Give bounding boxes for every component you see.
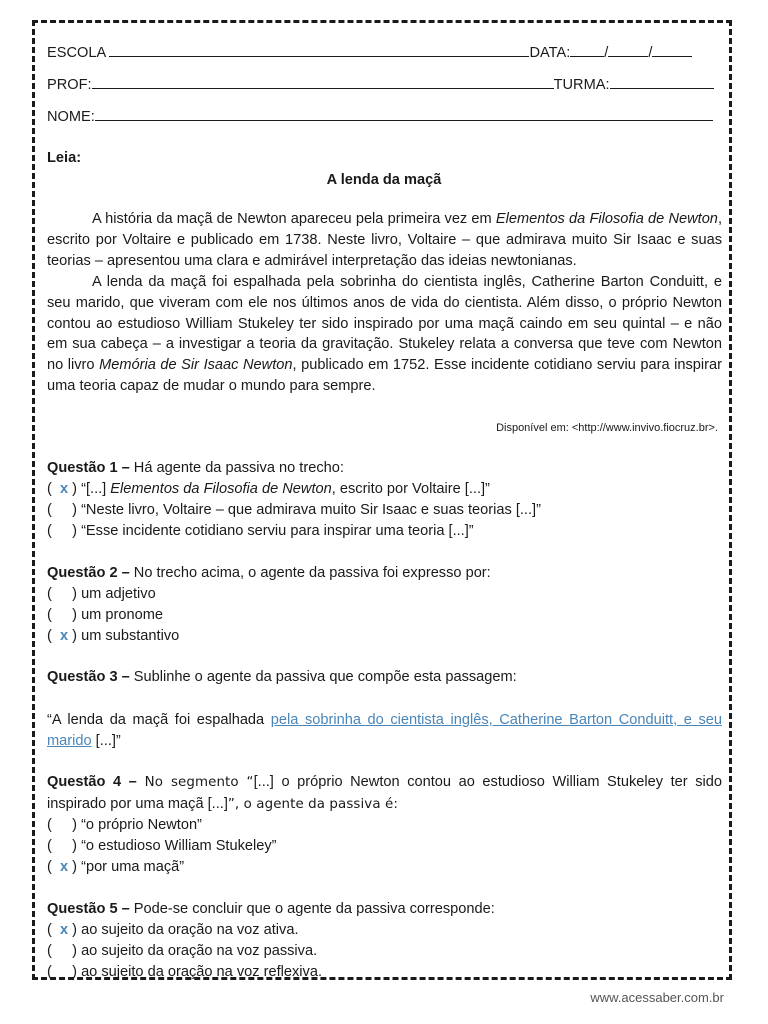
read-label: Leia: (47, 150, 82, 166)
answer-mark: x (59, 481, 69, 497)
date-separator: / (648, 45, 653, 61)
paragraph-1: A história da maçã de Newton apareceu pela primeira vez em Elementos da Filosofia de Newton, escrito por Voltaire e publicado em 1738. Neste livro, Voltaire – que admirava muito Sir Isaac e suas teorias – apresentou uma clara e admirável interpretação das ideias newtonianas. (47, 211, 722, 269)
q4-option-3[interactable]: ( x ) “por uma maçã” (47, 859, 185, 875)
book-title: Elementos da Filosofia de Newton (495, 211, 718, 227)
date-month-field[interactable] (608, 42, 648, 57)
q3-quote: “A lenda da maçã foi espalhada pela sobrinha do cientista inglês, Catherine Barton Conduitt, e seu marido [...]” (47, 712, 722, 749)
q4-option-1[interactable]: ( ) “o próprio Newton” (47, 817, 202, 833)
q1-option-3[interactable]: ( ) “Esse incidente cotidiano serviu para inspirar uma teoria [...]” (47, 523, 474, 539)
prof-field[interactable] (92, 74, 554, 89)
q5-option-3[interactable]: ( ) ao sujeito da oração na voz reflexiva. (47, 964, 323, 980)
question-3: Questão 3 – Sublinhe o agente da passiva que compõe esta passagem: (47, 669, 517, 685)
source-citation: Disponível em: <http://www.invivo.fiocruz.br>. (496, 422, 718, 434)
footer-website: www.acessaber.com.br (590, 990, 724, 1005)
paragraph-2: A lenda da maçã foi espalhada pela sobrinha do cientista inglês, Catherine Barton Conduitt, e seu marido, que viveram com ele nos últimos anos de vida do cientista. Além disso, o próprio Newton contou ao estudioso William Stukeley ter sido inspirado por uma maçã caindo em seu quintal – e não em sua cabeça – a investigar a teoria da gravitação. Stukeley relata a conversa que teve com Newton no livro Memória de Sir Isaac Newton, publicado em 1752. Esse incidente cotidiano serviu para inspirar uma teoria capaz de mudar o mundo para sempre. (47, 274, 722, 394)
question-2: Questão 2 – No trecho acima, o agente da passiva foi expresso por: (47, 565, 491, 581)
date-separator: / (604, 45, 609, 61)
q5-option-2[interactable]: ( ) ao sujeito da oração na voz passiva. (47, 943, 318, 959)
question-5: Questão 5 – Pode-se concluir que o agente da passiva corresponde: (47, 901, 495, 917)
answer-mark: x (59, 859, 69, 875)
q2-option-2[interactable]: ( ) um pronome (47, 607, 163, 623)
q4-option-2[interactable]: ( ) “o estudioso William Stukeley” (47, 838, 277, 854)
prof-label: PROF: (47, 77, 92, 93)
name-row (47, 106, 713, 127)
class-field[interactable] (610, 74, 714, 89)
q2-option-1[interactable]: ( ) um adjetivo (47, 586, 156, 602)
name-label: NOME: (47, 109, 95, 125)
name-field[interactable] (95, 106, 713, 121)
q1-option-2[interactable]: ( ) “Neste livro, Voltaire – que admirava muito Sir Isaac e suas teorias [...]” (47, 502, 541, 518)
q1-option-1[interactable]: ( x ) “[...] Elementos da Filosofia de Newton, escrito por Voltaire [...]” (47, 481, 490, 497)
q5-option-1[interactable]: ( x ) ao sujeito da oração na voz ativa. (47, 922, 299, 938)
book-title: Memória de Sir Isaac Newton (99, 357, 293, 374)
date-day-field[interactable] (570, 42, 604, 57)
class-label: TURMA: (553, 77, 610, 93)
answer-mark: x (59, 922, 69, 938)
answer-mark: x (59, 628, 69, 644)
question-1: Questão 1 – Há agente da passiva no trecho: (47, 460, 344, 476)
date-label: DATA: (529, 45, 571, 61)
underlined-passive-agent: pela sobrinha do cientista inglês, Catherine Barton Conduitt, e seu marido (47, 712, 722, 749)
text-title: A lenda da maçã (326, 172, 442, 188)
q2-option-3[interactable]: ( x ) um substantivo (47, 628, 180, 644)
date-year-field[interactable] (652, 42, 692, 57)
question-4: Questão 4 – No segmento “[...] o próprio Newton contou ao estudioso William Stukeley ter sido inspirado por uma maçã [...]”, o agente da passiva é: (47, 774, 722, 812)
school-label: ESCOLA (47, 45, 106, 61)
school-row (47, 42, 692, 63)
prof-row (47, 74, 714, 95)
school-field[interactable] (109, 42, 529, 57)
